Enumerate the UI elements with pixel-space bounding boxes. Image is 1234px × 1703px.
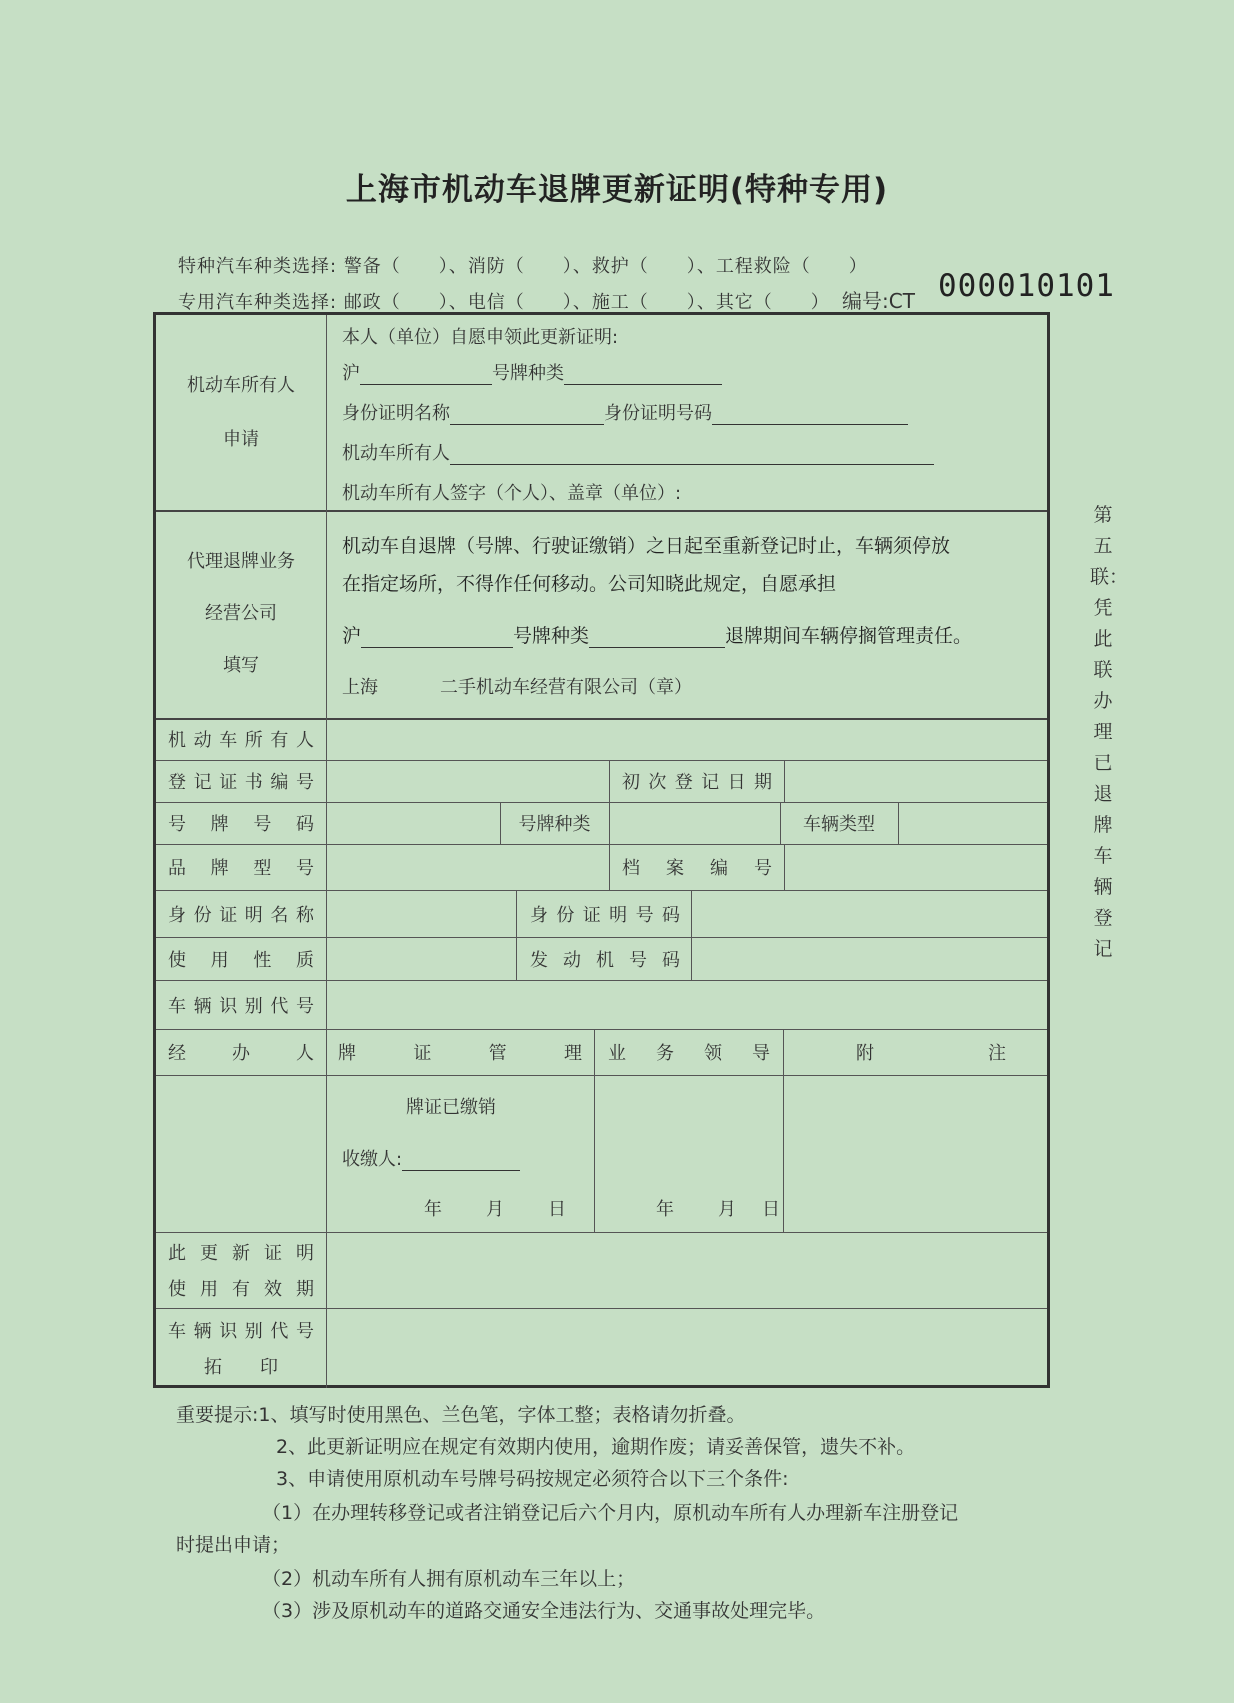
id-number-label: 身 份 证 明 号 码: [530, 904, 680, 926]
owner-id-number-field[interactable]: [712, 404, 908, 425]
special-type-label: 特种汽车种类选择:: [178, 256, 338, 277]
collector-line: 收缴人:: [342, 1145, 520, 1171]
owner-plate-type-field[interactable]: [564, 364, 722, 385]
brand-model-label: 品 牌 型 号: [168, 858, 314, 879]
notes-line5: 时提出申请；: [176, 1534, 291, 1556]
owner-statement: 本人（单位）自愿申领此更新证明:: [342, 327, 619, 348]
remarks-header: 附 注: [856, 1043, 1006, 1064]
special-type-option-ambulance[interactable]: 救护（ ）: [591, 256, 697, 277]
vin-label: 车 辆 识 别 代 号: [168, 995, 314, 1017]
handler-label: 经 办 人: [168, 1043, 314, 1064]
special-type-option-fire[interactable]: 消防（ ）: [467, 256, 573, 277]
plate-type-label: 号牌种类: [518, 814, 591, 835]
notes-line3: 3、申请使用原机动车号牌号码按规定必须符合以下三个条件:: [276, 1468, 789, 1490]
notes-line2: 2、此更新证明应在规定有效期内使用，逾期作废；请妥善保管，遗失不补。: [276, 1436, 916, 1458]
vehicle-type-label: 车辆类型: [803, 814, 875, 835]
first-reg-date-label: 初 次 登 记 日 期: [622, 772, 772, 793]
agent-plate-number-field[interactable]: [361, 627, 513, 648]
agent-company-line: 上海 二手机动车经营有限公司（章）: [342, 677, 692, 698]
plate-mgmt-date: 年 月 日: [424, 1199, 566, 1220]
leader-header: 业 务 领 导: [608, 1043, 770, 1064]
agent-plate-line: 沪 号牌种类 退牌期间车辆停搁管理责任。: [342, 625, 973, 647]
dedicated-type-option-other[interactable]: 其它（ ）: [715, 292, 830, 313]
agent-text-line2: 在指定场所，不得作任何移动。公司知晓此规定，自愿承担: [342, 573, 837, 595]
special-vehicle-type-selection: 特种汽车种类选择: 警备（ ）、消防（ ）、救护（ ）、工程救险（ ）: [178, 256, 868, 277]
notes-line7: （3）涉及原机动车的道路交通安全违法行为、交通事故处理完毕。: [262, 1600, 826, 1622]
plate-mgmt-header: 牌 证 管 理: [338, 1043, 582, 1064]
dedicated-vehicle-type-selection: 专用汽车种类选择: 邮政（ ）、电信（ ）、施工（ ）、其它（ ）: [178, 292, 830, 313]
owner-id-line: 身份证明名称 身份证明号码: [342, 399, 908, 425]
form-table: [153, 312, 1050, 1388]
validity-label: 此 更 新 证 明 使 用 有 效 期: [168, 1243, 314, 1300]
engine-no-label: 发 动 机 号 码: [530, 949, 680, 971]
owner-id-name-field[interactable]: [450, 404, 604, 425]
notes-line6: （2）机动车所有人拥有原机动车三年以上；: [262, 1568, 636, 1590]
owner-plate-number-field[interactable]: [360, 364, 492, 385]
page-title: 上海市机动车退牌更新证明(特种专用): [345, 172, 889, 208]
serial-label: 编号:CT: [842, 289, 915, 313]
serial-number: 000010101: [938, 268, 1115, 304]
plate-cancelled-text: 牌证已缴销: [406, 1097, 496, 1118]
dedicated-type-option-postal[interactable]: 邮政（ ）: [343, 292, 449, 313]
vin-rubbing-label: 车 辆 识 别 代 号 拓 印: [168, 1321, 314, 1378]
owner-signature-label: 机动车所有人签字（个人）、盖章（单位）:: [342, 483, 682, 504]
agent-text-line1: 机动车自退牌（号牌、行驶证缴销）之日起至重新登记时止，车辆须停放: [342, 535, 951, 557]
id-name-label: 身 份 证 明 名 称: [168, 904, 314, 926]
agent-plate-type-field[interactable]: [589, 627, 725, 648]
leader-date: 年 月 日: [656, 1199, 780, 1220]
special-type-option-rescue[interactable]: 工程救险（ ）: [715, 256, 868, 277]
plate-no-label: 号 牌 号 码: [168, 814, 314, 835]
owner-application-label: 机动车所有人 申请: [187, 374, 295, 450]
dedicated-type-label: 专用汽车种类选择:: [178, 292, 338, 313]
cert-no-label: 登 记 证 书 编 号: [168, 772, 314, 793]
agent-section-label: 代理退牌业务 经营公司 填写: [187, 551, 295, 676]
special-type-option-police[interactable]: 警备（ ）: [343, 256, 449, 277]
file-no-label: 档 案 编 号: [622, 858, 772, 879]
dedicated-type-option-construction[interactable]: 施工（ ）: [591, 292, 697, 313]
copy-side-note: 第五联：凭此联办理已退牌车辆登记: [1090, 504, 1129, 960]
notes-line1: 重要提示:1、填写时使用黑色、兰色笔，字体工整；表格请勿折叠。: [176, 1404, 746, 1426]
owner-plate-line: 沪 号牌种类: [342, 359, 722, 385]
notes-line4: （1）在办理转移登记或者注销登记后六个月内，原机动车所有人办理新车注册登记: [262, 1502, 959, 1524]
owner-name-field[interactable]: [450, 444, 934, 465]
usage-label: 使 用 性 质: [168, 949, 314, 971]
vehicle-owner-label: 机 动 车 所 有 人: [168, 730, 314, 751]
owner-name-line: 机动车所有人: [342, 439, 934, 465]
dedicated-type-option-telecom[interactable]: 电信（ ）: [467, 292, 573, 313]
collector-field[interactable]: [402, 1150, 520, 1171]
